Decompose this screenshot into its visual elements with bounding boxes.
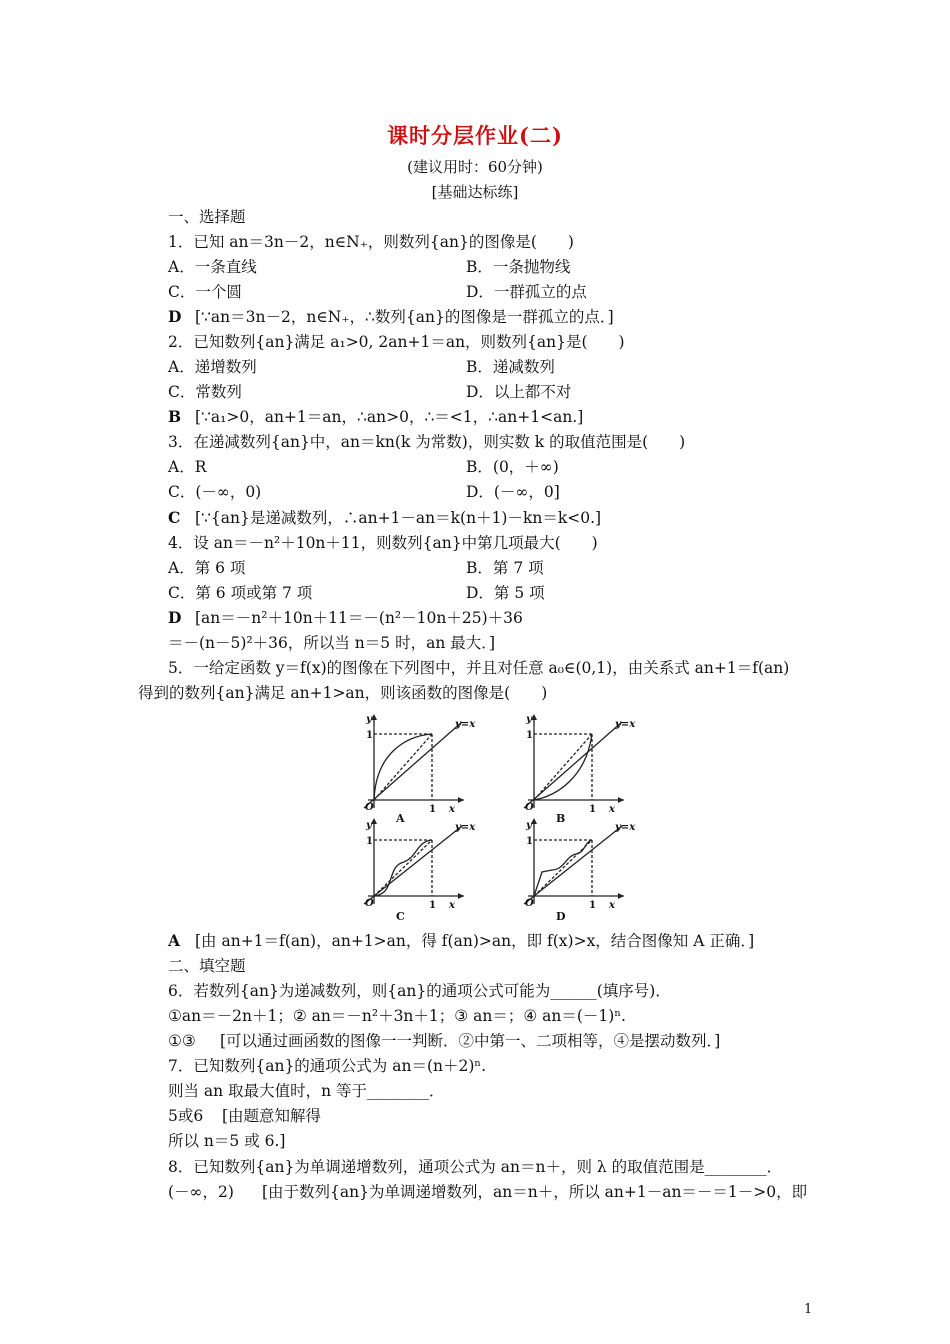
svg-text:y: y (366, 820, 372, 831)
q6-answer: ①③ (168, 1032, 196, 1050)
q4-option-c: C．第 6 项或第 7 项 (168, 584, 313, 602)
suggested-time: (建议用时：60分钟) (407, 158, 543, 176)
graph-a-label: A (396, 812, 405, 825)
svg-text:1: 1 (589, 804, 596, 815)
page-number: 1 (804, 1302, 813, 1317)
svg-text:1: 1 (526, 730, 533, 741)
graph-a (356, 708, 496, 825)
y-arrow (371, 714, 377, 720)
q1-explanation: [∵an＝3n－2，n∈N₊，∴数列{an}的图像是一群孤立的点．] (195, 308, 614, 326)
q4-option-a: A．第 6 项 (168, 559, 246, 577)
q4-stem: 4．设 an＝－n²＋10n＋11，则数列{an}中第几项最大( ) (168, 534, 598, 552)
q1-answer: D (168, 307, 182, 326)
q7-stem-2: 则当 an 取最大值时，n 等于________． (168, 1082, 445, 1100)
svg-text:y=x: y=x (615, 822, 636, 833)
one-x-label: 1 (429, 804, 436, 815)
q8-stem: 8．已知数列{an}为单调递增数列，通项公式为 an＝n＋，则 λ 的取值范围是________． (168, 1158, 783, 1176)
q4-option-b: B．第 7 项 (466, 559, 544, 577)
svg-text:y: y (526, 820, 532, 831)
q5-explanation: [由 an+1＝f(an)，an+1>an，得 f(an)>an，即 f(x)>x，结合图像知 A 正确．] (195, 932, 755, 950)
svg-text:1: 1 (589, 900, 596, 911)
q2-option-c: C．常数列 (168, 383, 242, 401)
q2-option-b: B．递减数列 (466, 358, 555, 376)
q3-option-d: D．(－∞，0] (466, 483, 560, 501)
svg-text:1: 1 (366, 836, 373, 847)
origin-label: O (365, 802, 374, 813)
graph-b (516, 708, 656, 825)
svg-text:x: x (449, 900, 455, 911)
q3-stem: 3．在递减数列{an}中，an＝kn(k 为常数)，则实数 k 的取值范围是( ) (168, 433, 686, 451)
graph-c (356, 816, 496, 924)
q7-explanation-2: 所以 n＝5 或 6.] (168, 1132, 286, 1150)
q2-answer: B (168, 407, 182, 426)
q7-answer: 5或6 (168, 1107, 204, 1125)
svg-text:O: O (365, 898, 374, 909)
q4-option-d: D．第 5 项 (466, 584, 545, 602)
graph-d (516, 816, 656, 924)
q6-stem: 6．若数列{an}为递减数列，则{an}的通项公式可能为______(填序号)． (168, 982, 671, 1000)
section-fill-blank: 二、填空题 (168, 957, 246, 975)
q8-answer: (－∞，2) (168, 1183, 234, 1201)
svg-text:x: x (609, 804, 615, 815)
q5-stem-2: 得到的数列{an}满足 an+1>an，则该函数的图像是( ) (138, 684, 548, 702)
q3-explanation: [∵{an}是递减数列，∴an+1－an＝k(n＋1)－kn＝k<0.] (195, 509, 602, 527)
section-choice: 一、选择题 (168, 208, 246, 226)
q2-explanation: [∵a₁>0，an+1＝an，∴an>0，∴＝<1，∴an+1<an.] (195, 408, 584, 426)
y-label: y (366, 714, 372, 725)
q1-stem: 1．已知 an＝3n－2，n∈N₊，则数列{an}的图像是( ) (168, 233, 574, 251)
q3-option-c: C．(－∞，0) (168, 483, 262, 501)
q5-answer: A (168, 931, 181, 950)
q1-option-c: C．一个圆 (168, 283, 242, 301)
page-title: 课时分层作业(二) (387, 123, 563, 148)
q4-explanation-2: ＝－(n－5)²＋36，所以当 n＝5 时，an 最大．] (168, 634, 496, 652)
q3-answer: C (168, 508, 181, 527)
svg-text:O: O (525, 898, 534, 909)
graph-b-label: B (556, 812, 566, 825)
x-label: x (449, 804, 455, 815)
svg-text:1: 1 (526, 836, 533, 847)
q6-explanation: [可以通过画函数的图像一一判断．②中第一、二项相等，④是摆动数列．] (220, 1032, 721, 1050)
curve (374, 734, 432, 800)
q1-option-a: A．一条直线 (168, 258, 257, 276)
q4-answer: D (168, 608, 182, 627)
curve (534, 734, 592, 800)
one-y-label: 1 (366, 730, 373, 741)
svg-text:x: x (609, 900, 615, 911)
graph-d-label: D (556, 910, 566, 923)
q7-stem: 7．已知数列{an}的通项公式为 an＝(n＋2)ⁿ. (168, 1057, 487, 1075)
x-arrow (458, 797, 464, 803)
q1-option-d: D．一群孤立的点 (466, 283, 587, 301)
q8-explanation: [由于数列{an}为单调递增数列，an＝n＋，所以 an+1－an＝－＝1－>0，即 (262, 1183, 808, 1201)
q4-explanation: [an＝－n²＋10n＋11＝－(n²－10n＋25)＋36 (195, 609, 523, 627)
q2-option-a: A．递增数列 (168, 358, 257, 376)
svg-text:y=x: y=x (615, 719, 636, 730)
q6-options: ①an＝－2n＋1；② an＝－n²＋3n＋1；③ an＝；④ an＝(－1)ⁿ. (168, 1007, 626, 1025)
svg-text:y: y (526, 714, 532, 725)
q3-option-a: A．R (168, 458, 207, 476)
graph-c-label: C (396, 910, 405, 923)
q2-option-d: D．以上都不对 (466, 383, 572, 401)
svg-text:1: 1 (429, 900, 436, 911)
q1-option-b: B．一条抛物线 (466, 258, 571, 276)
q3-option-b: B．(0，＋∞) (466, 458, 559, 476)
svg-text:O: O (525, 802, 534, 813)
q2-stem: 2．已知数列{an}满足 a₁>0, 2an+1＝an，则数列{an}是( ) (168, 333, 625, 351)
svg-text:y=x: y=x (455, 822, 476, 833)
q5-stem: 5．一给定函数 y＝f(x)的图像在下列图中，并且对任意 a₀∈(0,1)，由关系式 an+1＝f(an) (168, 659, 790, 677)
level-label: [基础达标练] (431, 183, 519, 201)
line-label: y=x (455, 719, 476, 730)
q7-explanation: [由题意知解得 (222, 1107, 322, 1125)
